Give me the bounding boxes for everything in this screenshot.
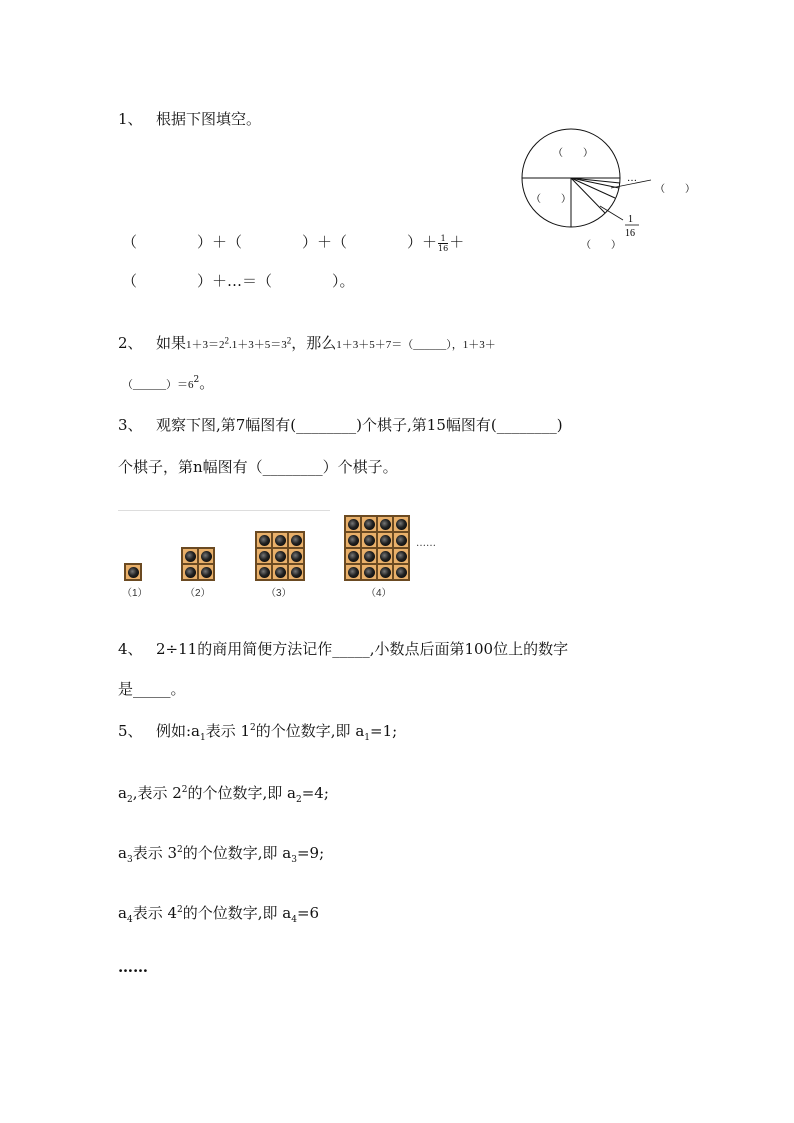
q3-line1-text: 观察下图,第7幅图有(________)个棋子,第15幅图有(________)	[156, 416, 563, 434]
black-stone-icon	[259, 551, 270, 562]
stone-cell	[198, 564, 214, 580]
stone-cell	[288, 532, 304, 548]
stone-cell	[288, 548, 304, 564]
black-stone-icon	[275, 551, 286, 562]
q4-line1	[118, 638, 568, 659]
q5-l3-b: 表示 3	[132, 844, 177, 862]
q2-line2-end: 。	[199, 374, 215, 392]
black-stone-icon	[259, 567, 270, 578]
stone-cell	[125, 564, 141, 580]
black-stone-icon	[275, 567, 286, 578]
q5-l4-exp: 2	[177, 905, 183, 915]
q5-l2-c: 的个位数字,即 a	[187, 784, 296, 802]
black-stone-icon	[185, 567, 196, 578]
black-stone-icon	[128, 567, 139, 578]
q1-row1	[122, 231, 464, 253]
stone-cell	[345, 516, 361, 532]
q2-line2	[122, 372, 214, 393]
board-label-4: （4）	[366, 588, 392, 599]
q1-prompt-line	[118, 108, 261, 129]
black-stone-icon	[185, 551, 196, 562]
stone-cell	[272, 548, 288, 564]
go-board-3	[255, 531, 305, 581]
q2-number: 2、	[118, 334, 143, 352]
q2-line2-a: （______）＝6	[122, 379, 194, 391]
q5-line2	[118, 782, 329, 805]
circle-label-bottom: （ ）	[581, 240, 621, 251]
black-stone-icon	[380, 519, 391, 530]
q5-number: 5、	[118, 722, 143, 740]
stone-cell	[272, 564, 288, 580]
stone-cell	[393, 548, 409, 564]
stone-cell	[256, 548, 272, 564]
q2-eq2-base: .1＋3＋5＝3	[229, 339, 287, 351]
go-board-1	[124, 563, 142, 581]
q5-l4-a: a	[118, 904, 127, 922]
black-stone-icon	[364, 551, 375, 562]
stone-cell	[182, 548, 198, 564]
q5-l2-a: a	[118, 784, 127, 802]
q2-line1	[118, 332, 496, 353]
q1-row1-blanks: （ ）＋（ ）＋（ ）＋	[122, 233, 438, 251]
q5-l4-b: 表示 4	[132, 904, 177, 922]
q1-circle-diagram	[515, 128, 705, 253]
stone-cell	[377, 516, 393, 532]
q5-line3	[118, 842, 324, 865]
black-stone-icon	[380, 567, 391, 578]
stone-cell	[345, 532, 361, 548]
stone-cell	[345, 548, 361, 564]
q5-l1-exp: 2	[250, 723, 256, 733]
q5-l2-sub: 2	[126, 795, 133, 805]
stone-cell	[393, 516, 409, 532]
q1-row2: （ ）＋…＝（ ）。	[122, 272, 355, 290]
q3-line2: 个棋子，第n幅图有（________）个棋子。	[118, 458, 398, 476]
q5-l2-exp: 2	[181, 785, 188, 795]
black-stone-icon	[291, 535, 302, 546]
circle-ellipsis: …	[627, 173, 637, 184]
circle-label-left: （ ）	[531, 194, 571, 205]
black-stone-icon	[396, 551, 407, 562]
q3-line1	[118, 414, 563, 435]
q5-l3-exp: 2	[177, 845, 183, 855]
q1-prompt: 根据下图填空。	[156, 110, 262, 128]
q5-l1-d: =1;	[370, 722, 398, 740]
q5-l2-d: =4;	[301, 784, 329, 802]
q5-l3-a: a	[118, 844, 127, 862]
black-stone-icon	[348, 519, 359, 530]
black-stone-icon	[348, 535, 359, 546]
stone-cell	[393, 564, 409, 580]
black-stone-icon	[396, 567, 407, 578]
q2-eq1-exp: 2	[224, 335, 230, 346]
q4-line2: 是_____。	[118, 680, 186, 698]
black-stone-icon	[291, 567, 302, 578]
stone-cell	[377, 564, 393, 580]
q4-number: 4、	[118, 640, 143, 658]
stone-cell	[377, 548, 393, 564]
q2-text-a: 如果	[156, 334, 187, 352]
go-board-4	[344, 515, 410, 581]
stone-cell	[361, 532, 377, 548]
black-stone-icon	[348, 551, 359, 562]
q5-l1-sub: 1	[200, 733, 206, 743]
q2-line2-exp: 2	[193, 375, 200, 385]
black-stone-icon	[348, 567, 359, 578]
stone-cell	[256, 564, 272, 580]
q5-line4	[118, 902, 319, 925]
q5-l2-b: ,表示 2	[132, 784, 182, 802]
board-label-3: （3）	[266, 588, 292, 599]
circle-label-right: （ ）	[655, 184, 695, 195]
black-stone-icon	[364, 519, 375, 530]
circle-frac-num: 1	[628, 214, 633, 225]
stone-cell	[361, 564, 377, 580]
q3-number: 3、	[118, 416, 143, 434]
go-board-2	[181, 547, 215, 581]
black-stone-icon	[259, 535, 270, 546]
q5-line1	[118, 720, 397, 743]
q5-ellipsis: ……	[118, 958, 148, 976]
q5-l3-c: 的个位数字,即 a	[182, 844, 292, 862]
stone-cell	[361, 516, 377, 532]
stone-cell	[377, 532, 393, 548]
stone-cell	[288, 564, 304, 580]
black-stone-icon	[291, 551, 302, 562]
circle-frac-den: 16	[625, 228, 635, 239]
q5-l4-sub2: 4	[291, 915, 297, 925]
q2-eq1	[186, 335, 292, 351]
q4-line1-text: 2÷11的商用简便方法记作_____,小数点后面第100位上的数字	[156, 640, 569, 658]
black-stone-icon	[364, 567, 375, 578]
board-label-2: （2）	[185, 588, 211, 599]
q5-l2-sub2: 2	[296, 795, 302, 805]
stone-cell	[361, 548, 377, 564]
q1-number: 1、	[118, 110, 143, 128]
boards-ellipsis: ……	[416, 538, 436, 549]
stone-cell	[345, 564, 361, 580]
stone-cell	[198, 548, 214, 564]
q2-text-b: ，那么	[291, 334, 337, 352]
q2-eq1-base: 1＋3＝2	[186, 339, 225, 351]
stone-cell	[393, 532, 409, 548]
black-stone-icon	[396, 519, 407, 530]
stone-cell	[272, 532, 288, 548]
q1-frac-den: 16	[438, 243, 449, 253]
q1-frac-num: 1	[438, 234, 448, 244]
black-stone-icon	[396, 535, 407, 546]
circle-label-top: （ ）	[553, 148, 593, 159]
black-stone-icon	[380, 535, 391, 546]
q5-l1-sub2: 1	[364, 733, 370, 743]
stone-cell	[182, 564, 198, 580]
q5-l4-d: =6	[296, 904, 320, 922]
q1-fraction	[438, 234, 448, 253]
q5-l1-b: 表示 1	[205, 722, 251, 740]
q5-l4-c: 的个位数字,即 a	[182, 904, 292, 922]
black-stone-icon	[201, 567, 212, 578]
q2-eq3: 1＋3＋5＋7＝（______），1＋3＋	[336, 339, 496, 351]
stone-cell	[256, 532, 272, 548]
q2-eq2-exp: 2	[286, 335, 292, 346]
black-stone-icon	[275, 535, 286, 546]
board-label-1: （1）	[122, 588, 148, 599]
q5-l1-a: 例如:a	[156, 722, 200, 740]
q5-l1-c: 的个位数字,即 a	[255, 722, 365, 740]
black-stone-icon	[364, 535, 375, 546]
q5-l3-sub: 3	[126, 855, 133, 865]
black-stone-icon	[201, 551, 212, 562]
faint-rule	[118, 510, 330, 511]
q5-l4-sub: 4	[126, 915, 133, 925]
q1-row1-plus: ＋	[449, 233, 465, 251]
black-stone-icon	[380, 551, 391, 562]
q5-l3-sub2: 3	[291, 855, 297, 865]
q5-l3-d: =9;	[296, 844, 325, 862]
